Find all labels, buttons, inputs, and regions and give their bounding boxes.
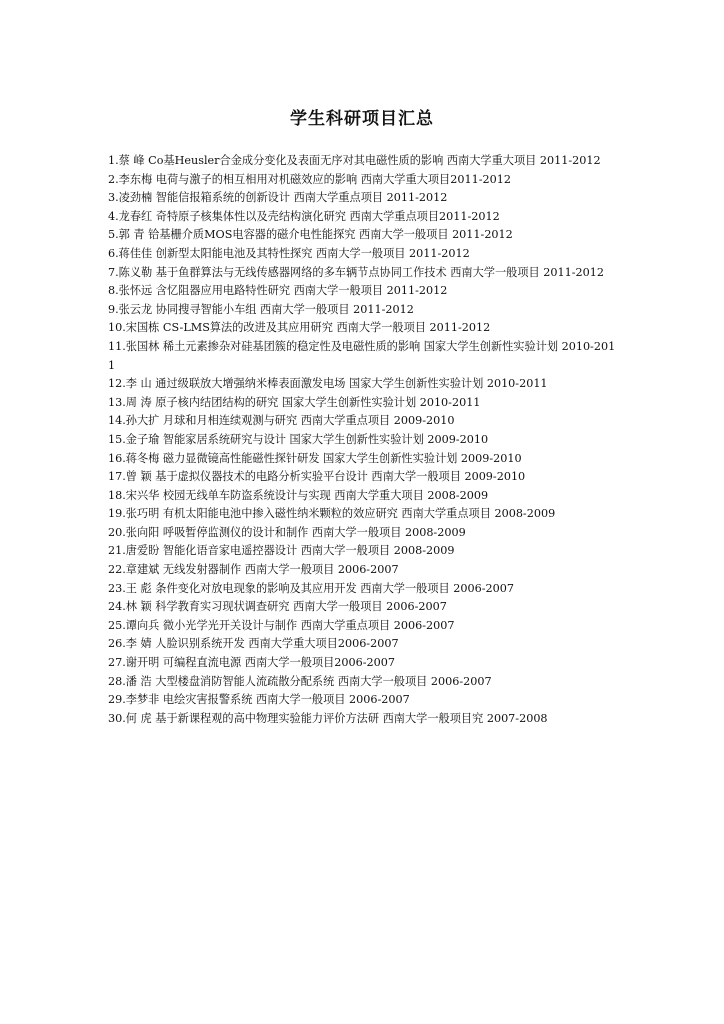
- list-item: 17.曾 颖 基于虚拟仪器技术的电路分析实验平台设计 西南大学一般项目 2009-2010: [108, 470, 526, 484]
- list-item: 29.李梦非 电绘灾害报警系统 西南大学一般项目 2006-2007: [108, 693, 410, 707]
- list-item: 3.凌劲楠 智能信报箱系统的创新设计 西南大学重点项目 2011-2012: [108, 191, 448, 205]
- list-item: 2.李东梅 电荷与激子的相互相用对机磁效应的影响 西南大学重大项目2011-2012: [108, 172, 511, 186]
- project-list: [108, 152, 618, 728]
- list-item: 9.张云龙 协同搜寻智能小车组 西南大学一般项目 2011-2012: [108, 302, 414, 316]
- list-item: 15.金子瑜 智能家居系统研究与设计 国家大学生创新性实验计划 2009-2010: [108, 432, 489, 446]
- list-item: 18.宋兴华 校园无线单车防盗系统设计与实现 西南大学重大项目 2008-2009: [108, 488, 489, 502]
- list-item: 13.周 涛 原子核内结团结构的研究 国家大学生创新性实验计划 2010-2011: [108, 395, 481, 409]
- list-item: 25.谭向兵 微小光学光开关设计与制作 西南大学重点项目 2006-2007: [108, 618, 455, 632]
- list-item: 1.蔡 峰 Co基Heusler合金成分变化及表面无序对其电磁性质的影响 西南大学重大项目 2011-2012: [108, 154, 601, 167]
- list-item: 23.王 彪 条件变化对放电现象的影响及其应用开发 西南大学一般项目 2006-2007: [108, 581, 514, 595]
- list-item: 11.张国林 稀土元素掺杂对硅基团簇的稳定性及电磁性质的影响 国家大学生创新性实验计划 2010-2011: [108, 339, 616, 372]
- list-item: 10.宋国栋 CS-LMS算法的改进及其应用研究 西南大学一般项目 2011-2012: [108, 321, 491, 335]
- list-item: 5.郭 青 铪基栅介质MOS电容器的磁介电性能探究 西南大学一般项目 2011-2012: [108, 228, 513, 242]
- list-item: 28.潘 浩 大型楼盘消防智能人流疏散分配系统 西南大学一般项目 2006-2007: [108, 674, 492, 688]
- list-item: 12.李 山 通过级联放大增强纳米棒表面激发电场 国家大学生创新性实验计划 2010-2011: [108, 377, 548, 391]
- list-item: 26.李 婧 人脸识别系统开发 西南大学重大项目2006-2007: [108, 637, 399, 651]
- list-item: 30.何 虎 基于新课程观的高中物理实验能力评价方法研 西南大学一般项目究 2007-2008: [108, 711, 548, 725]
- list-item: 7.陈义勒 基于鱼群算法与无线传感器网络的多车辆节点协同工作技术 西南大学一般项目 2011-2012: [108, 265, 605, 279]
- list-item: 21.唐爱盼 智能化语音家电遥控器设计 西南大学一般项目 2008-2009: [108, 544, 455, 558]
- list-item: 22.章建斌 无线发射器制作 西南大学一般项目 2006-2007: [108, 563, 399, 577]
- list-item: 19.张巧明 有机太阳能电池中掺入磁性纳米颗粒的效应研究 西南大学重点项目 2008-2009: [108, 507, 556, 521]
- list-item: 14.孙大扩 月球和月相连续观测与研究 西南大学重点项目 2009-2010: [108, 414, 455, 428]
- list-item: 8.张怀远 含忆阻器应用电路特性研究 西南大学一般项目 2011-2012: [108, 284, 448, 298]
- page-title: 学生科研项目汇总: [290, 109, 434, 129]
- list-item: 24.林 颖 科学教育实习现状调查研究 西南大学一般项目 2006-2007: [108, 600, 447, 614]
- list-item: 4.龙春红 奇特原子核集体性以及壳结构演化研究 西南大学重点项目2011-2012: [108, 209, 500, 223]
- list-item: 20.张向阳 呼吸暂停监测仪的设计和制作 西南大学一般项目 2008-2009: [108, 525, 466, 539]
- list-item: 16.蒋冬梅 磁力显微镜高性能磁性探针研发 国家大学生创新性实验计划 2009-2010: [108, 451, 522, 465]
- list-item: 27.谢开明 可编程直流电源 西南大学一般项目2006-2007: [108, 656, 396, 670]
- list-item: 6.蒋佳佳 创新型太阳能电池及其特性探究 西南大学一般项目 2011-2012: [108, 246, 470, 260]
